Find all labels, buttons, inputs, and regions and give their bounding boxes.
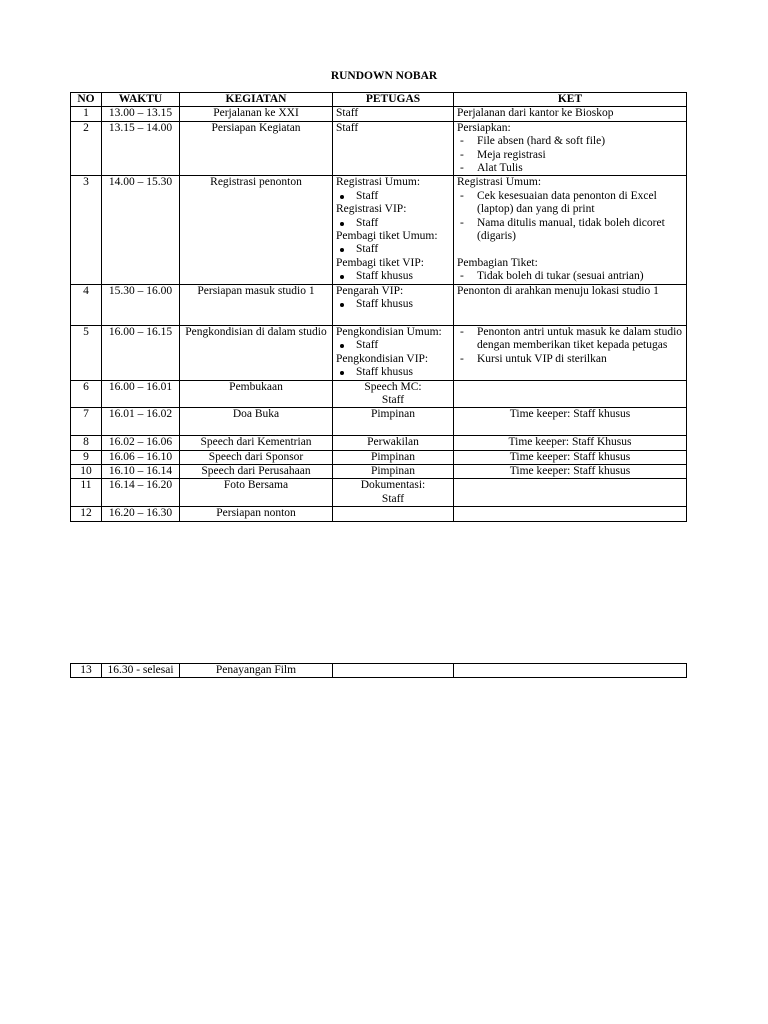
table-row <box>71 436 687 450</box>
cell-line: Pimpinan <box>370 450 416 463</box>
cell-no: 8 <box>71 436 102 450</box>
blank-line <box>457 243 683 256</box>
cell-kegiatan: Speech dari Kementrian <box>180 436 333 450</box>
cell-petugas <box>333 176 454 284</box>
table-header-row <box>71 93 687 107</box>
cell-ket <box>454 450 687 464</box>
cell-kegiatan: Persiapan Kegiatan <box>180 121 333 176</box>
dash-item: - Nama ditulis manual, tidak boleh dicoret (digaris) <box>457 217 683 244</box>
table-row <box>71 479 687 507</box>
cell-petugas <box>333 479 454 507</box>
cell-line: Pengkondisian VIP: <box>336 352 429 365</box>
cell-ket <box>454 507 687 521</box>
cell-line: Pimpinan <box>370 408 416 421</box>
cell-ket <box>454 479 687 507</box>
table-row <box>71 284 687 325</box>
cell-petugas <box>333 325 454 380</box>
bullet-item: Staff khusus <box>336 270 450 283</box>
cell-petugas <box>333 450 454 464</box>
dash-item: - Penonton antri untuk masuk ke dalam studio dengan memberikan tiket kepada petugas <box>457 326 683 353</box>
cell-kegiatan: Speech dari Perusahaan <box>180 464 333 478</box>
rundown-table-continued <box>70 663 687 678</box>
cell-petugas <box>333 507 454 521</box>
cell-kegiatan: Registrasi penonton <box>180 176 333 284</box>
bullet-item: Staff <box>336 190 450 203</box>
cell-ket <box>454 176 687 284</box>
cell-petugas <box>333 408 454 436</box>
cell-line: Time keeper: Staff khusus <box>509 450 631 463</box>
cell-line: Registrasi VIP: <box>336 203 407 216</box>
table-row <box>71 664 687 678</box>
cell-line: Speech MC: <box>364 380 422 393</box>
cell-line: Time keeper: Staff khusus <box>509 464 631 477</box>
cell-no: 10 <box>71 464 102 478</box>
header-waktu: WAKTU <box>102 93 180 107</box>
cell-kegiatan: Pengkondisian di dalam studio <box>180 325 333 380</box>
cell-kegiatan: Penayangan Film <box>180 664 333 678</box>
cell-waktu: 16.14 – 16.20 <box>102 479 180 507</box>
header-petugas: PETUGAS <box>333 93 454 107</box>
cell-ket <box>454 284 687 325</box>
cell-waktu: 16.01 – 16.02 <box>102 408 180 436</box>
table-row <box>71 507 687 521</box>
cell-waktu: 16.06 – 16.10 <box>102 450 180 464</box>
table-row <box>71 408 687 436</box>
table-row <box>71 107 687 121</box>
bullet-item: Staff <box>336 339 450 352</box>
cell-no: 9 <box>71 450 102 464</box>
cell-line: Pembagian Tiket: <box>457 256 538 269</box>
header-ket: KET <box>454 93 687 107</box>
cell-ket <box>454 380 687 408</box>
cell-waktu: 16.10 – 16.14 <box>102 464 180 478</box>
dash-item: - Cek kesesuaian data penonton di Excel (laptop) dan yang di print <box>457 190 683 217</box>
cell-petugas <box>333 436 454 450</box>
cell-waktu: 13.00 – 13.15 <box>102 107 180 121</box>
cell-petugas <box>333 380 454 408</box>
table-row <box>71 380 687 408</box>
rundown-rows-continued <box>71 664 687 678</box>
dash-item: - Alat Tulis <box>457 162 683 175</box>
table-row <box>71 464 687 478</box>
cell-line: Staff <box>336 107 359 120</box>
bullet-item: Staff <box>336 217 450 230</box>
cell-waktu: 13.15 – 14.00 <box>102 121 180 176</box>
cell-waktu: 16.30 - selesai <box>102 664 180 678</box>
table-row <box>71 450 687 464</box>
cell-line: Perjalanan dari kantor ke Bioskop <box>457 107 614 120</box>
cell-no: 5 <box>71 325 102 380</box>
cell-kegiatan: Speech dari Sponsor <box>180 450 333 464</box>
bullet-item: Staff <box>336 243 450 256</box>
cell-kegiatan: Doa Buka <box>180 408 333 436</box>
blank-line <box>336 312 450 325</box>
cell-petugas <box>333 107 454 121</box>
cell-line: Registrasi Umum: <box>457 176 542 189</box>
cell-line: Pimpinan <box>370 464 416 477</box>
cell-kegiatan: Perjalanan ke XXI <box>180 107 333 121</box>
bullet-item: Staff khusus <box>336 298 450 311</box>
rundown-table <box>70 92 687 522</box>
cell-no: 2 <box>71 121 102 176</box>
cell-line: Pengkondisian Umum: <box>336 325 442 338</box>
cell-line: Perwakilan <box>367 436 419 449</box>
header-kegiatan: KEGIATAN <box>180 93 333 107</box>
bullet-item: Staff khusus <box>336 366 450 379</box>
cell-line: Persiapkan: <box>457 121 511 134</box>
cell-no: 13 <box>71 664 102 678</box>
dash-item: - Kursi untuk VIP di sterilkan <box>457 353 683 366</box>
cell-line: Pembagi tiket Umum: <box>336 230 438 243</box>
cell-petugas <box>333 121 454 176</box>
table-row <box>71 325 687 380</box>
header-no: NO <box>71 93 102 107</box>
cell-ket <box>454 325 687 380</box>
rundown-rows <box>71 107 687 521</box>
dash-item: - Tidak boleh di tukar (sesuai antrian) <box>457 270 683 283</box>
cell-line: Staff <box>381 492 405 505</box>
cell-line: Pembagi tiket VIP: <box>336 256 424 269</box>
cell-no: 3 <box>71 176 102 284</box>
cell-waktu: 15.30 – 16.00 <box>102 284 180 325</box>
cell-ket <box>454 664 687 678</box>
cell-ket <box>454 408 687 436</box>
cell-kegiatan: Foto Bersama <box>180 479 333 507</box>
cell-line: Penonton di arahkan menuju lokasi studio 1 <box>457 284 659 297</box>
cell-no: 12 <box>71 507 102 521</box>
cell-petugas <box>333 464 454 478</box>
cell-line: Staff <box>381 393 405 406</box>
cell-no: 6 <box>71 380 102 408</box>
table-row <box>71 121 687 176</box>
cell-line: Pengarah VIP: <box>336 284 404 297</box>
cell-waktu: 16.00 – 16.01 <box>102 380 180 408</box>
dash-item: - File absen (hard & soft file) <box>457 135 683 148</box>
dash-item: - Meja registrasi <box>457 149 683 162</box>
cell-kegiatan: Persiapan nonton <box>180 507 333 521</box>
cell-no: 11 <box>71 479 102 507</box>
cell-line: Dokumentasi: <box>360 479 426 492</box>
cell-waktu: 14.00 – 15.30 <box>102 176 180 284</box>
cell-ket <box>454 121 687 176</box>
cell-ket <box>454 107 687 121</box>
table-row <box>71 176 687 284</box>
cell-line: Time keeper: Staff khusus <box>509 408 631 421</box>
blank-line <box>336 422 450 435</box>
cell-waktu: 16.00 – 16.15 <box>102 325 180 380</box>
cell-petugas <box>333 284 454 325</box>
cell-ket <box>454 436 687 450</box>
cell-kegiatan: Persiapan masuk studio 1 <box>180 284 333 325</box>
cell-line: Registrasi Umum: <box>336 176 421 189</box>
cell-kegiatan: Pembukaan <box>180 380 333 408</box>
cell-waktu: 16.02 – 16.06 <box>102 436 180 450</box>
cell-waktu: 16.20 – 16.30 <box>102 507 180 521</box>
cell-no: 1 <box>71 107 102 121</box>
cell-no: 7 <box>71 408 102 436</box>
cell-no: 4 <box>71 284 102 325</box>
cell-line: Staff <box>336 121 359 134</box>
cell-line: Time keeper: Staff Khusus <box>508 436 632 449</box>
document-title: RUNDOWN NOBAR <box>330 70 438 82</box>
cell-ket <box>454 464 687 478</box>
cell-petugas <box>333 664 454 678</box>
